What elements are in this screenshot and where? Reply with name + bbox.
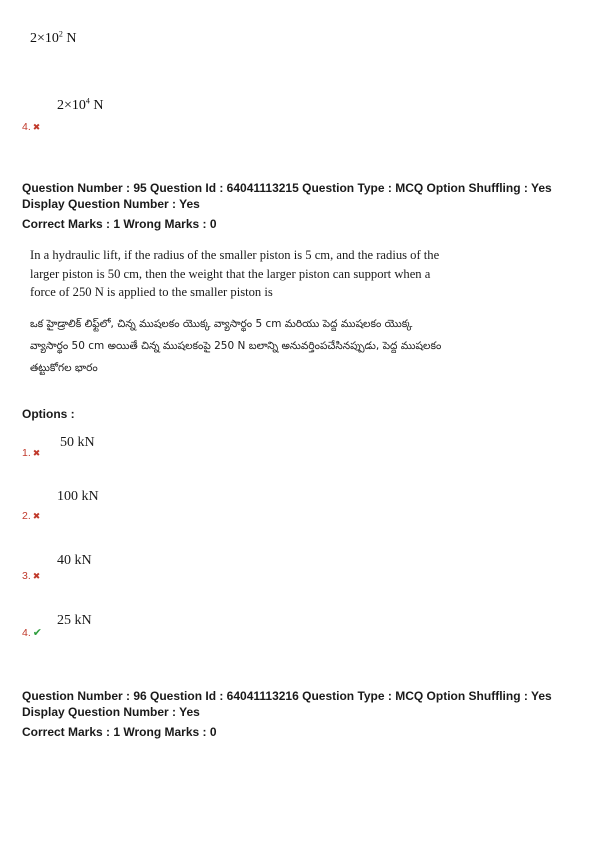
next-question-meta-line-1: Question Number : 96 Question Id : 64041113216 Question Type : MCQ Option Shuffling : Yes: [22, 689, 552, 703]
question-text-te-line-2: వ్యాసార్థం 50 cm అయితే చిన్న ముషలకంపై 250 N బలాన్ని అనువర్తింపచేసినప్పుడు, పెద్ద ముషలకం: [30, 340, 442, 352]
cross-icon: ✖: [32, 571, 41, 581]
option-1-text: 50 kN: [60, 435, 95, 450]
prev-option-4-exponent: 4: [85, 96, 90, 106]
next-question-meta-line-2: Display Question Number : Yes: [22, 705, 200, 719]
option-3-text: 40 kN: [57, 553, 92, 568]
option-1-label: 1.: [22, 447, 31, 459]
option-2-number: [22, 510, 40, 522]
question-text-telugu: [30, 313, 570, 379]
question-text-te-line-1: ఒక హైడ్రాలిక్ లిఫ్ట్‌లో, చిన్న ముషలకం యొక్క వ్యాసార్థం 5 cm మరియు పెద్ద ముషలకం యొక్క: [30, 318, 413, 330]
question-text-english: [30, 246, 570, 302]
option-1-number: [22, 447, 40, 459]
prev-option-4-unit: N: [89, 98, 104, 113]
option-3-label: 3.: [22, 570, 31, 582]
prev-option-3-text: [30, 31, 77, 47]
question-text-en-line-3: force of 250 N is applied to the smaller piston is: [30, 285, 273, 299]
check-icon: ✔: [32, 627, 42, 639]
question-marks-line: Correct Marks : 1 Wrong Marks : 0: [22, 217, 217, 231]
cross-icon: ✖: [32, 511, 41, 521]
option-4-text: 25 kN: [57, 613, 92, 628]
option-2-text: 100 kN: [57, 489, 99, 504]
option-4-number: [22, 626, 42, 639]
prev-option-3-value: 2×10: [30, 31, 59, 46]
option-3-number: [22, 570, 40, 582]
prev-option-4-label: 4.: [22, 121, 31, 133]
option-2-label: 2.: [22, 510, 31, 522]
question-text-te-line-3: తట్టుకోగల భారం: [30, 362, 98, 374]
prev-option-3-exponent: 2: [58, 29, 63, 39]
prev-option-3-unit: N: [62, 31, 77, 46]
next-question-meta: [22, 688, 582, 740]
cross-icon: ✖: [32, 122, 41, 132]
question-meta: [22, 180, 582, 232]
question-text-en-line-2: larger piston is 50 cm, then the weight that the larger piston can support when a: [30, 266, 431, 281]
prev-option-4-number: [22, 121, 40, 133]
prev-option-4-value: 2×10: [57, 98, 86, 113]
options-label: Options :: [22, 407, 75, 421]
question-meta-line-1: Question Number : 95 Question Id : 64041113215 Question Type : MCQ Option Shuffling : Yes: [22, 181, 552, 195]
question-meta-line-2: Display Question Number : Yes: [22, 197, 200, 211]
next-question-marks-line: Correct Marks : 1 Wrong Marks : 0: [22, 725, 217, 739]
option-4-label: 4.: [22, 627, 31, 639]
prev-option-4-text: [57, 98, 104, 114]
cross-icon: ✖: [32, 448, 41, 458]
question-text-en-line-1: In a hydraulic lift, if the radius of the smaller piston is 5 cm, and the radius of the: [30, 248, 440, 262]
